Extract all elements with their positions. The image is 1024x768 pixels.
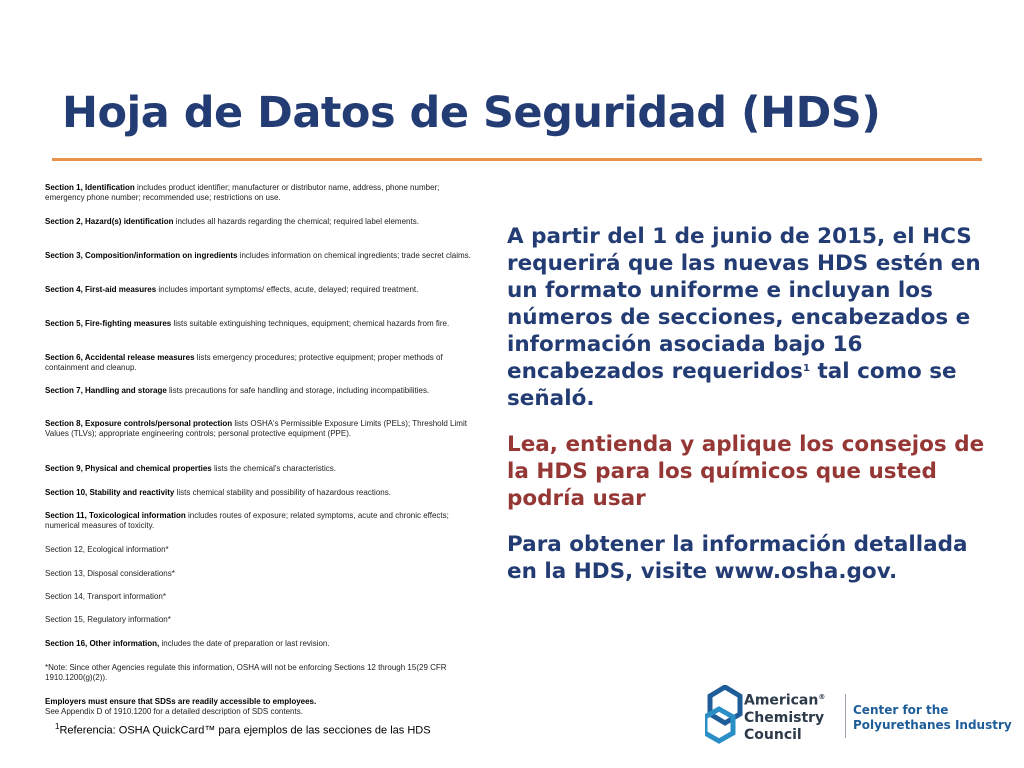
- body-text: [507, 223, 1002, 604]
- sds-section-item: Section 10, Stability and reactivity lists chemical stability and possibility of hazardous reactions.: [45, 488, 391, 497]
- sds-employer-note: Employers must ensure that SDSs are readily accessible to employees. See Appendix D of 1910.1200 for a detailed description of SDS contents.: [45, 697, 317, 716]
- sds-section-item: Section 2, Hazard(s) identification includes all hazards regarding the chemical; required label elements.: [45, 217, 419, 226]
- sds-note: *Note: Since other Agencies regulate this information, OSHA will not be enforcing Sections 12 through 15(29 CFR 1910.1200(g)(2)).: [45, 663, 447, 682]
- title-divider: [52, 158, 982, 161]
- sds-section-item: Section 4, First-aid measures includes important symptoms/ effects, acute, delayed; required treatment.: [45, 285, 419, 294]
- acc-logo-text: American® Chemistry Council: [744, 692, 826, 743]
- footnote: $^1$Referencia: OSHA QuickCard™ para ejemplos de las secciones de las HDS: [55, 722, 431, 737]
- paragraph-advice: Lea, entienda y aplique los consejos de la HDS para los químicos que usted podría usar: [507, 432, 985, 511]
- sds-section-item: Section 12, Ecological information*: [45, 545, 169, 554]
- sds-section-item: Section 16, Other information, includes the date of preparation or last revision.: [45, 639, 330, 648]
- sds-section-item: Section 9, Physical and chemical properties lists the chemical's characteristics.: [45, 464, 336, 473]
- paragraph-more-info: Para obtener la información detallada en la HDS, visite www.osha.gov.: [507, 532, 968, 584]
- sds-section-item: Section 11, Toxicological information includes routes of exposure; related symptoms, acute and chronic effects; numerical measures of toxicity.: [45, 511, 449, 530]
- hexagon-logo-icon: [705, 685, 745, 749]
- sds-section-item: Section 8, Exposure controls/personal protection lists OSHA's Permissible Exposure Limits (PELs); Threshold Limit Values (TLVs); appropriate engineering controls; personal protective equipment (PPE).: [45, 419, 467, 438]
- sds-section-item: Section 15, Regulatory information*: [45, 615, 171, 624]
- sds-section-item: Section 1, Identification includes product identifier; manufacturer or distributor name, address, phone number; emergency phone number; recommended use; restrictions on use.: [45, 183, 440, 202]
- slide-title: Hoja de Datos de Seguridad (HDS): [62, 88, 881, 138]
- sds-section-item: Section 14, Transport information*: [45, 592, 166, 601]
- logo-divider: [845, 694, 846, 738]
- center-logo-text: Center for the Polyurethanes Industry: [853, 703, 1012, 732]
- paragraph-requirements: A partir del 1 de junio de 2015, el HCS requerirá que las nuevas HDS estén en un formato uniforme e incluyan los números de secciones, encabezados e información asociada bajo 16 encabezados requeridos$^1$ tal como se señaló.: [507, 224, 981, 411]
- sds-section-item: Section 7, Handling and storage lists precautions for safe handling and storage, including incompatibilities.: [45, 386, 430, 395]
- sds-section-item: Section 5, Fire-fighting measures lists suitable extinguishing techniques, equipment; chemical hazards from fire.: [45, 319, 450, 328]
- sds-section-item: Section 13, Disposal considerations*: [45, 569, 175, 578]
- sds-section-item: Section 6, Accidental release measures lists emergency procedures; protective equipment; proper methods of containment and cleanup.: [45, 353, 443, 372]
- sds-section-item: Section 3, Composition/information on ingredients includes information on chemical ingredients; trade secret claims.: [45, 251, 471, 260]
